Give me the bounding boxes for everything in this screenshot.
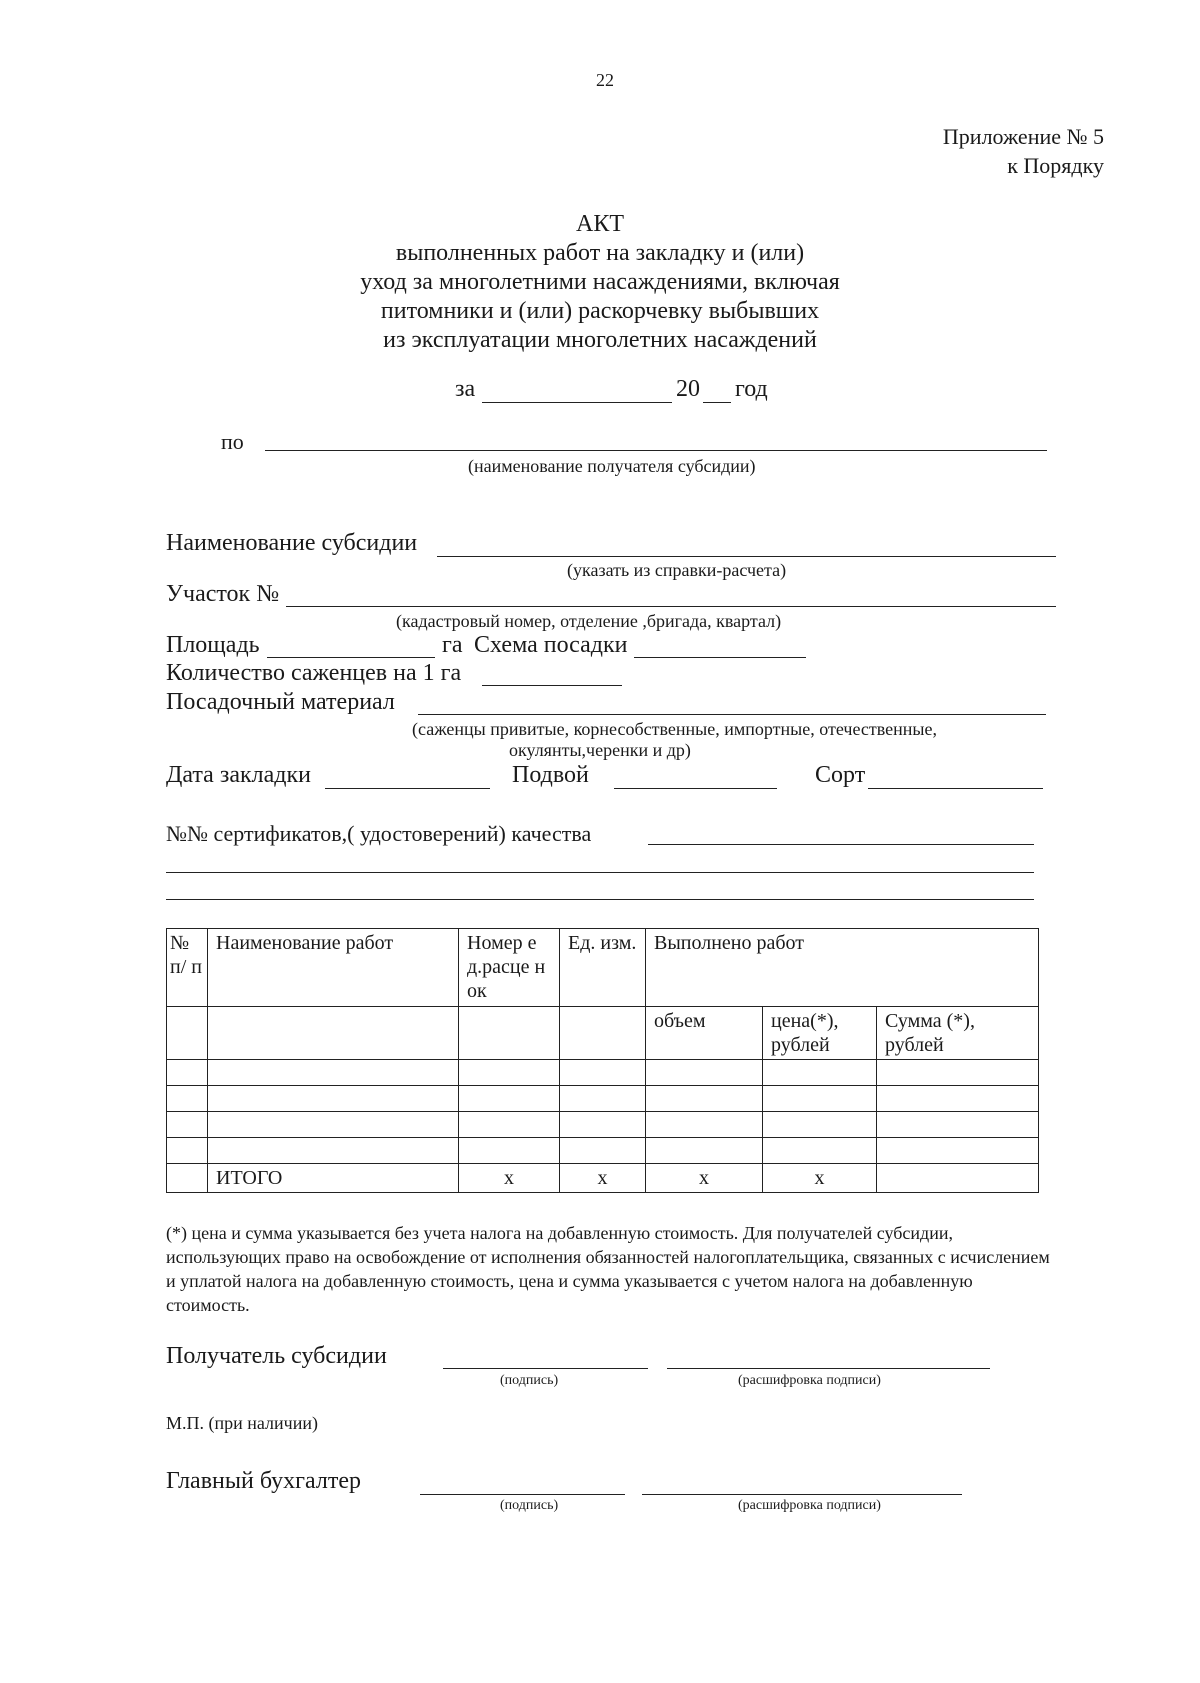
table-header-row [167,929,1039,1007]
subheader-cell [208,1007,459,1060]
certificates-blank-3[interactable] [166,899,1034,900]
area-unit: га [442,632,463,658]
total-volume: х [646,1164,763,1193]
area-label: Площадь [166,632,260,658]
recipient-blank[interactable] [265,450,1047,451]
header-unit: Ед. изм. [560,929,646,1007]
plot-caption: (кадастровый номер, отделение ,бригада, квартал) [396,611,782,631]
subsidy-name-blank[interactable] [437,556,1056,557]
table-row[interactable] [167,1138,1039,1164]
accountant-signature-label: Главный бухгалтер [166,1468,361,1494]
total-price: х [763,1164,877,1193]
recipient-decode-caption: (расшифровка подписи) [738,1373,881,1388]
appendix-line-1: Приложение № 5 [942,124,1104,149]
planting-scheme-label: Схема посадки [474,632,628,658]
table-row[interactable] [167,1086,1039,1112]
plot-label: Участок № [166,581,280,607]
planting-date-label: Дата закладки [166,762,311,788]
header-sum: Сумма (*), рублей [877,1007,1039,1060]
header-rate-number: Номер ед.расце нок [459,929,560,1007]
recipient-caption: (наименование получателя субсидии) [468,456,756,476]
rootstock-label: Подвой [512,762,589,788]
title-line-1: выполненных работ на закладку и (или) [395,240,805,266]
certificates-blank-1[interactable] [648,844,1034,845]
footnote: (*) цена и сумма указывается без учета налога на добавленную стоимость. Для получателей субсидии, использующих право на освобождение от исполнения обязанностей налогоплательщика, связанных с исчислением и уплатой налога на добавленную стоимость, цена и сумма указывается с учетом налога на добавленную стоимость. [166,1223,1050,1315]
header-work-name: Наименование работ [208,929,459,1007]
variety-label: Сорт [815,762,866,788]
header-num: № п/ п [167,929,208,1007]
plot-blank[interactable] [286,606,1056,607]
header-price: цена(*), рублей [763,1007,877,1060]
seedlings-label: Количество саженцев на 1 га [166,660,462,686]
period-suffix: год [735,376,768,402]
table-row[interactable] [167,1060,1039,1086]
header-volume: объем [646,1007,763,1060]
table-row[interactable] [167,1112,1039,1138]
certificates-blank-2[interactable] [166,872,1034,873]
total-rate-number: х [459,1164,560,1193]
accountant-decode-caption: (расшифровка подписи) [738,1498,881,1513]
planting-material-blank[interactable] [418,714,1046,715]
subsidy-caption: (указать из справки-расчета) [567,560,787,580]
recipient-signature-blank[interactable] [443,1368,648,1369]
table-subheader-row [167,1007,1039,1060]
year-blank[interactable] [703,402,731,403]
certificates-label: №№ сертификатов,( удостоверений) качества [166,821,592,846]
recipient-prefix: по [221,429,244,454]
seal-label: М.П. (при наличии) [166,1413,318,1433]
header-done: Выполнено работ [646,929,1039,1007]
period-blank[interactable] [482,402,672,403]
period-year-prefix: 20 [676,376,700,402]
material-caption-1: (саженцы привитые, корнесобственные, импортные, отечественные, [412,719,937,739]
variety-blank[interactable] [868,788,1043,789]
page-number: 22 [596,70,614,90]
seedlings-blank[interactable] [482,685,622,686]
planting-scheme-blank[interactable] [634,657,806,658]
accountant-decode-blank[interactable] [642,1494,962,1495]
material-caption-2: окулянты,черенки и др) [509,740,691,760]
total-label: ИТОГО [208,1164,459,1193]
total-row [167,1164,1039,1193]
title-line-3: питомники и (или) раскорчевку выбывших [380,298,820,324]
planting-date-blank[interactable] [325,788,490,789]
total-sum[interactable] [877,1164,1039,1193]
accountant-sign-caption: (подпись) [500,1498,559,1513]
works-table [166,928,1039,1193]
recipient-signature-label: Получатель субсидии [166,1343,387,1369]
subheader-cell [459,1007,560,1060]
period-prefix: за [455,376,476,402]
recipient-decode-blank[interactable] [667,1368,990,1369]
subsidy-name-label: Наименование субсидии [166,530,418,556]
subheader-cell [167,1007,208,1060]
rootstock-blank[interactable] [614,788,777,789]
accountant-signature-blank[interactable] [420,1494,625,1495]
title-heading: АКТ [576,211,624,237]
subheader-cell [560,1007,646,1060]
appendix-line-2: к Порядку [1007,153,1104,178]
total-num [167,1164,208,1193]
area-blank[interactable] [267,657,435,658]
recipient-sign-caption: (подпись) [500,1373,559,1388]
total-unit: х [560,1164,646,1193]
planting-material-label: Посадочный материал [166,689,395,715]
document-title [300,210,900,355]
title-line-2: уход за многолетними насаждениями, включая [360,269,840,295]
title-line-4: из эксплуатации многолетних насаждений [383,327,817,353]
